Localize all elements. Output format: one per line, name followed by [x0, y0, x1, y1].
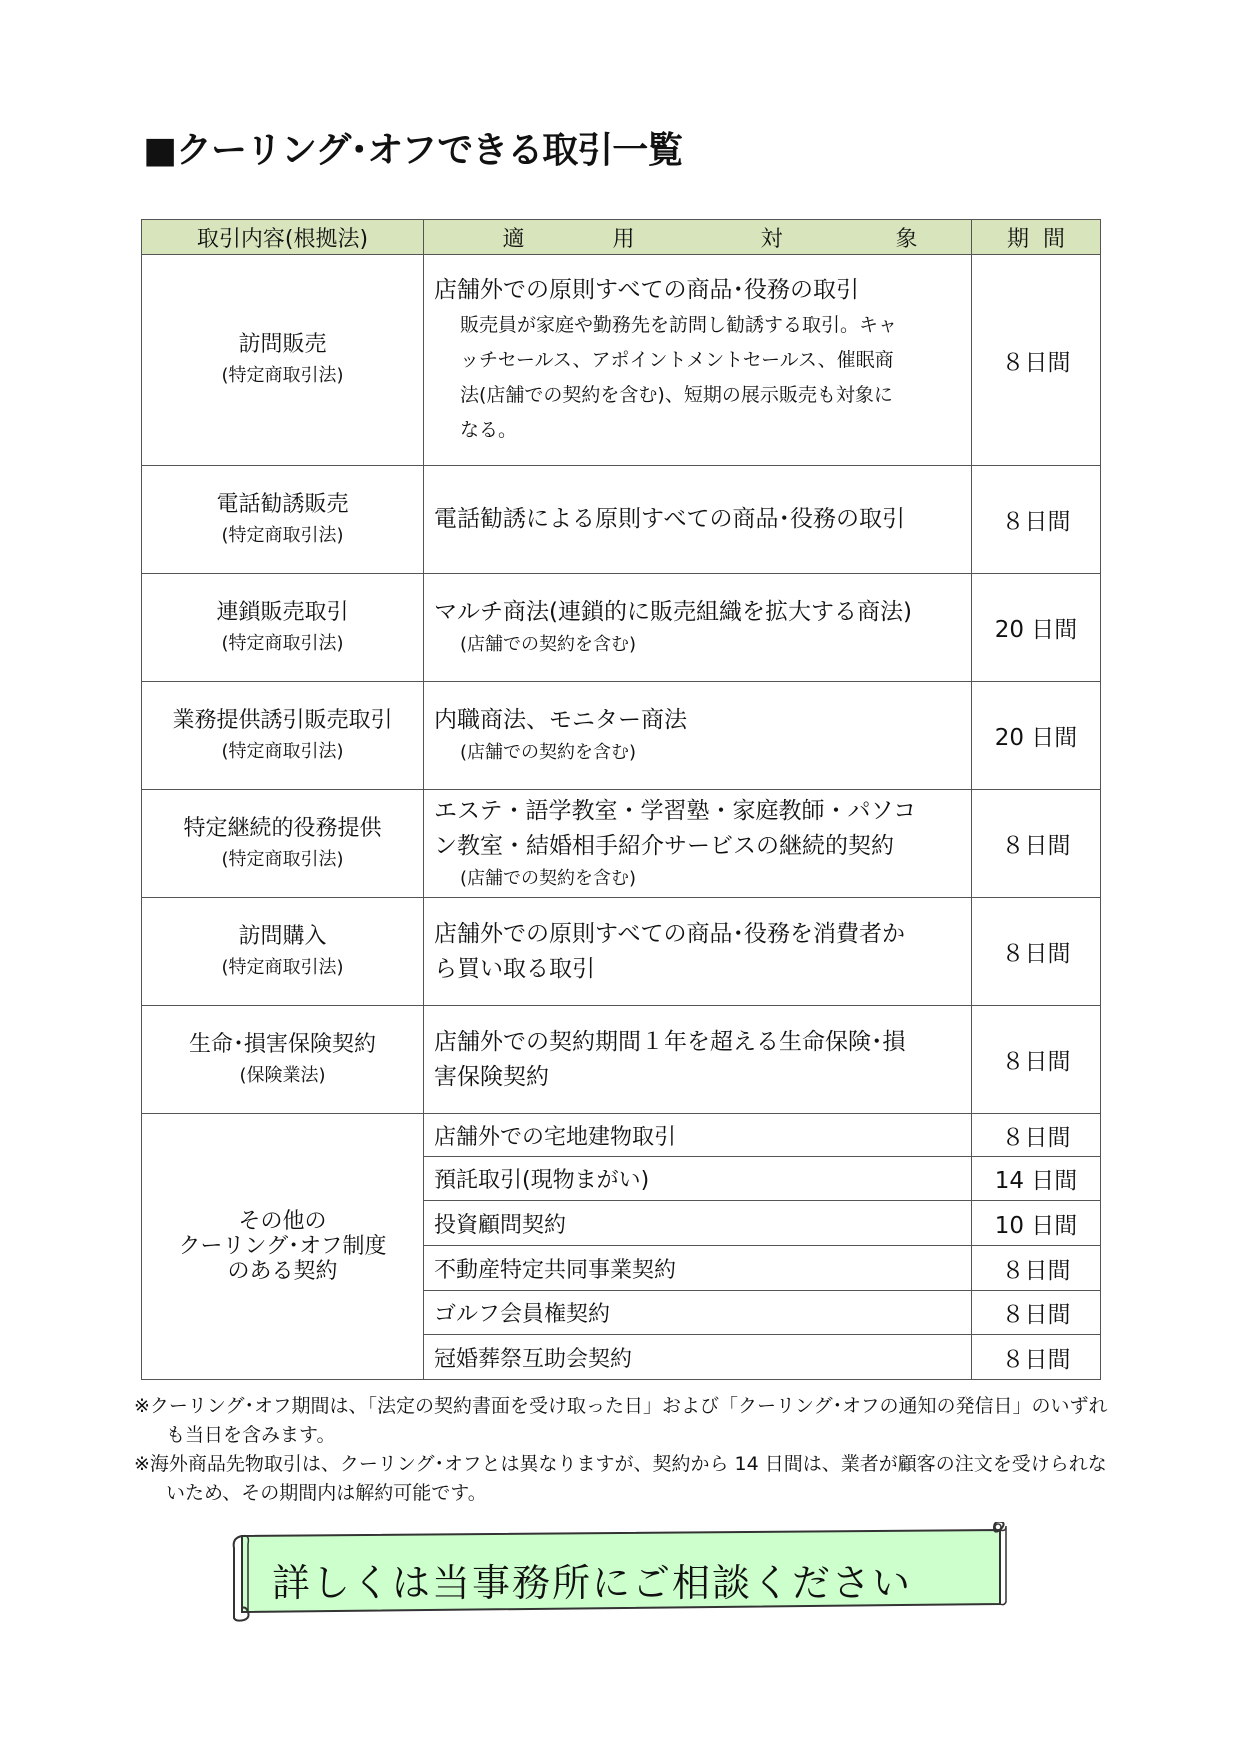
table-header-row — [142, 220, 1101, 255]
cooling-off-table — [141, 219, 1101, 1380]
transaction-cell — [142, 682, 424, 790]
target-detail-line: ッチセールス、アポイントメントセールス、催眠商 — [460, 348, 894, 371]
target-main-line: ら買い取る取引 — [434, 955, 595, 982]
header-target: 適 用 対 象 — [424, 220, 972, 255]
transaction-law: (特定商取引法) — [221, 632, 344, 654]
table-row — [142, 898, 1101, 1006]
table-row — [142, 682, 1101, 790]
transaction-law: (特定商取引法) — [221, 848, 344, 870]
target-main-line: ン教室・結婚相手紹介サービスの継続的契約 — [434, 832, 894, 859]
other-item-period: 10 日間 — [972, 1201, 1101, 1246]
target-main: 電話勧誘による原則すべての商品･役務の取引 — [434, 506, 906, 532]
footnote: ※クーリング･オフ期間は、「法定の契約書面を受け取った日」および「クーリング･オフの通知の発信日」のいずれも当日を含みます。 — [134, 1395, 1108, 1446]
target-note: (店舗での契約を含む) — [460, 634, 637, 655]
other-item-name: 冠婚葬祭互助会契約 — [424, 1335, 972, 1380]
period-cell: 20 日間 — [972, 682, 1101, 790]
other-item-name: 店舗外での宅地建物取引 — [424, 1114, 972, 1157]
transaction-law: (特定商取引法) — [221, 365, 344, 386]
period-cell: ８日間 — [972, 255, 1101, 466]
other-item-period: ８日間 — [972, 1246, 1101, 1291]
table-row — [142, 1114, 1101, 1157]
transaction-cell — [142, 574, 424, 682]
transaction-name: 訪問販売 — [238, 332, 327, 357]
target-note: (店舗での契約を含む) — [460, 867, 637, 889]
transaction-cell — [142, 898, 424, 1006]
other-item-period: ８日間 — [972, 1114, 1101, 1157]
other-label-line: その他の — [238, 1209, 327, 1234]
other-label-line: クーリング･オフ制度 — [178, 1234, 387, 1259]
footnotes — [134, 1392, 1109, 1508]
footnote: ※海外商品先物取引は、クーリング･オフとは異なりますが、契約から 14 日間は、業者が顧客の注文を受けられないため、その期間内は解約可能です。 — [134, 1453, 1107, 1504]
table-row — [142, 790, 1101, 898]
target-main-line: 害保険契約 — [434, 1063, 549, 1090]
transaction-cell — [142, 790, 424, 898]
table-row — [142, 1006, 1101, 1114]
target-main: 内職商法、モニター商法 — [434, 707, 687, 733]
target-cell — [424, 790, 972, 898]
other-item-period: ８日間 — [972, 1291, 1101, 1335]
target-cell — [424, 898, 972, 1006]
target-main-line: 店舗外での契約期間１年を超える生命保険･損 — [434, 1028, 906, 1055]
transaction-name: 業務提供誘引販売取引 — [172, 707, 393, 733]
header-transaction: 取引内容(根拠法) — [142, 220, 424, 255]
table-row — [142, 574, 1101, 682]
transaction-cell — [142, 466, 424, 574]
period-cell: ８日間 — [972, 466, 1101, 574]
transaction-name: 訪問購入 — [238, 923, 327, 949]
target-cell — [424, 1006, 972, 1114]
period-cell: ８日間 — [972, 1006, 1101, 1114]
other-contracts-cell — [142, 1114, 424, 1380]
target-detail-line: なる。 — [460, 418, 518, 441]
target-cell — [424, 255, 972, 466]
other-item-name: 預託取引(現物まがい) — [424, 1157, 972, 1201]
table-row — [142, 255, 1101, 466]
target-cell — [424, 574, 972, 682]
other-item-name: 投資顧問契約 — [424, 1201, 972, 1246]
target-note: (店舗での契約を含む) — [460, 742, 637, 763]
other-item-name: 不動産特定共同事業契約 — [424, 1246, 972, 1291]
other-label-line: のある契約 — [227, 1259, 338, 1284]
transaction-law: (特定商取引法) — [221, 740, 344, 762]
page-title: ■クーリング･オフできる取引一覧 — [143, 130, 683, 171]
header-period: 期間 — [972, 220, 1101, 255]
transaction-name: 連鎖販売取引 — [216, 599, 349, 625]
target-cell — [424, 466, 972, 574]
other-item-period: ８日間 — [972, 1335, 1101, 1380]
target-main-line: 店舗外での原則すべての商品･役務を消費者か — [434, 920, 906, 947]
target-main: マルチ商法(連鎖的に販売組織を拡大する商法) — [434, 599, 912, 625]
target-detail-line: 販売員が家庭や勤務先を訪問し勧誘する取引。キャ — [460, 313, 898, 336]
transaction-cell — [142, 1006, 424, 1114]
transaction-name: 特定継続的役務提供 — [183, 815, 382, 841]
target-main: 店舗外での原則すべての商品･役務の取引 — [434, 276, 860, 303]
transaction-law: (特定商取引法) — [221, 956, 344, 978]
table-row — [142, 466, 1101, 574]
transaction-name: 生命･損害保険契約 — [188, 1031, 376, 1057]
transaction-law: (特定商取引法) — [221, 524, 344, 546]
period-cell: 20 日間 — [972, 574, 1101, 682]
consultation-banner-text: 詳しくは当事務所にご相談ください — [272, 1561, 913, 1605]
target-detail-line: 法(店舗での契約を含む)、短期の展示販売も対象に — [460, 383, 893, 406]
period-cell: ８日間 — [972, 898, 1101, 1006]
transaction-law: (保険業法) — [239, 1064, 326, 1086]
transaction-cell — [142, 255, 424, 466]
period-cell: ８日間 — [972, 790, 1101, 898]
other-item-period: 14 日間 — [972, 1157, 1101, 1201]
other-item-name: ゴルフ会員権契約 — [424, 1291, 972, 1335]
transaction-name: 電話勧誘販売 — [216, 491, 349, 517]
target-cell — [424, 682, 972, 790]
target-main-line: エステ・語学教室・学習塾・家庭教師・パソコ — [434, 797, 917, 824]
